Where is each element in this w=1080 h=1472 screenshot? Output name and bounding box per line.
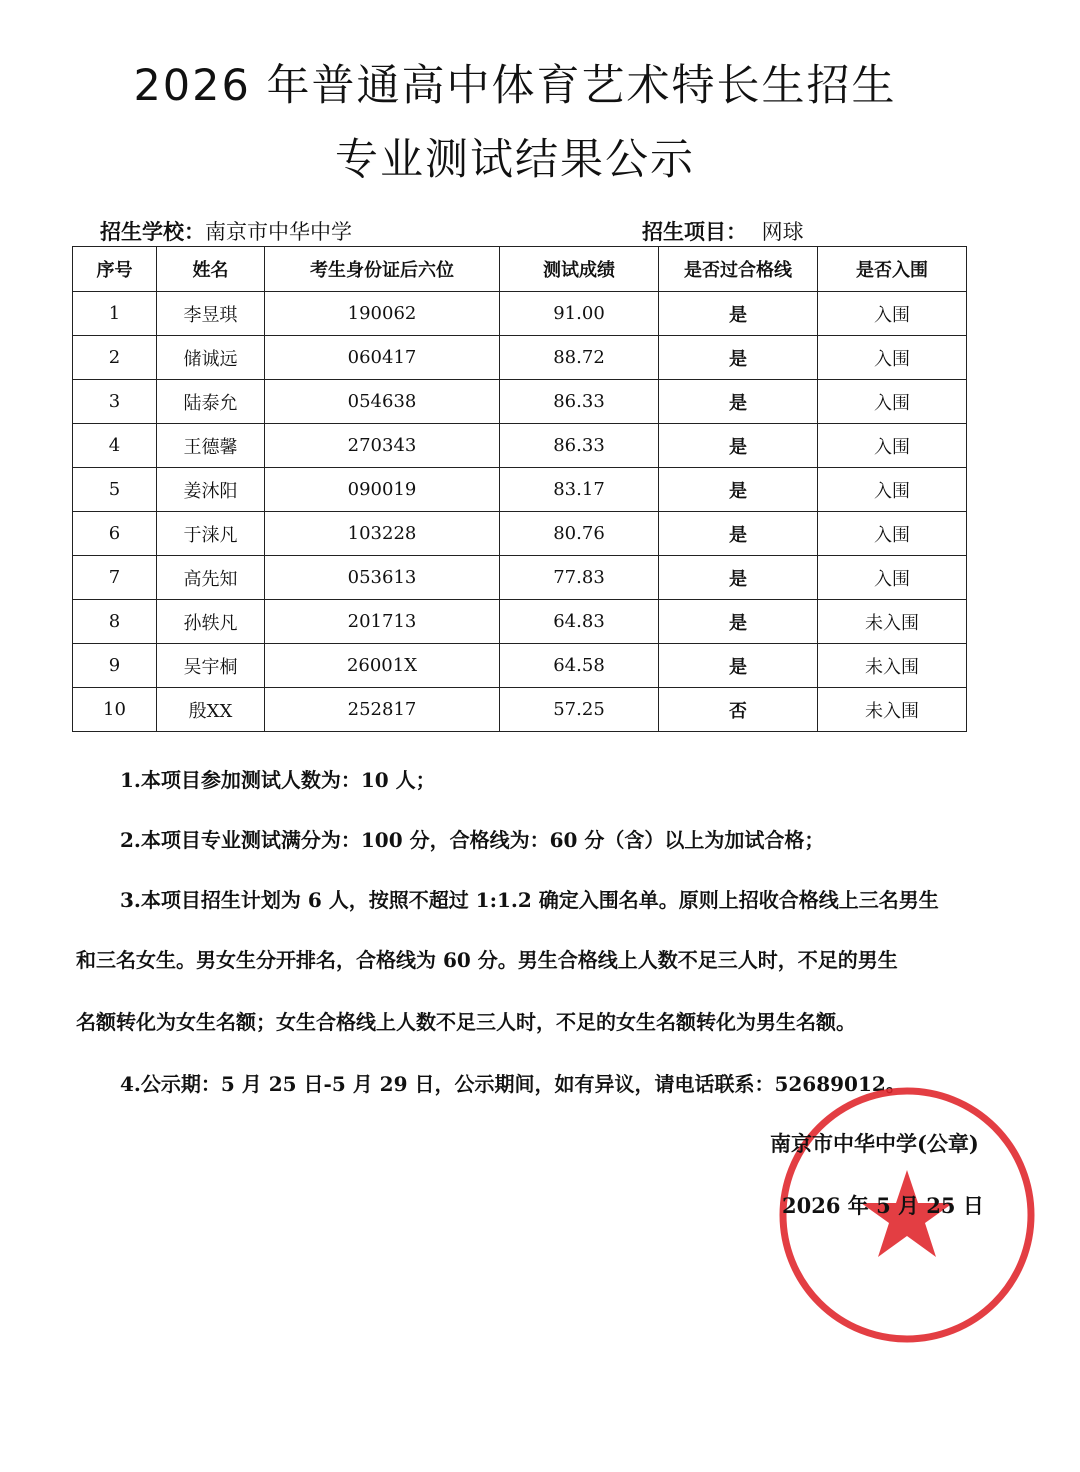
cell-shortlisted: 入围 <box>818 336 967 380</box>
cell-index: 9 <box>73 644 157 688</box>
cell-id: 090019 <box>265 468 500 512</box>
cell-shortlisted: 入围 <box>818 424 967 468</box>
cell-passed: 是 <box>659 512 818 556</box>
school-value: 南京市中华中学 <box>205 220 352 244</box>
header-shortlisted: 是否入围 <box>818 247 967 292</box>
cell-id: 053613 <box>265 556 500 600</box>
cell-passed: 是 <box>659 468 818 512</box>
note-quota-line3: 名额转化为女生名额；女生合格线上人数不足三人时，不足的女生名额转化为男生名额。 <box>76 1010 856 1034</box>
cell-name: 殷XX <box>157 688 265 732</box>
cell-id: 190062 <box>265 292 500 336</box>
cell-index: 7 <box>73 556 157 600</box>
cell-shortlisted: 入围 <box>818 468 967 512</box>
table-row <box>73 688 967 732</box>
cell-passed: 否 <box>659 688 818 732</box>
cell-score: 83.17 <box>500 468 659 512</box>
header-name: 姓名 <box>157 247 265 292</box>
header-id-last6: 考生身份证后六位 <box>265 247 500 292</box>
project-info <box>642 216 804 246</box>
cell-name: 储诚远 <box>157 336 265 380</box>
table-row <box>73 424 967 468</box>
cell-name: 李昱琪 <box>157 292 265 336</box>
note-publicity-period: 4.公示期：5 月 25 日-5 月 29 日，公示期间，如有异议，请电话联系：52689012。 <box>120 1072 906 1096</box>
cell-score: 86.33 <box>500 424 659 468</box>
cell-name: 于涞凡 <box>157 512 265 556</box>
cell-index: 3 <box>73 380 157 424</box>
cell-index: 8 <box>73 600 157 644</box>
cell-passed: 是 <box>659 556 818 600</box>
cell-shortlisted: 未入围 <box>818 644 967 688</box>
cell-index: 5 <box>73 468 157 512</box>
table-header-row <box>73 247 967 292</box>
project-value: 网球 <box>761 220 804 244</box>
cell-id: 26001X <box>265 644 500 688</box>
cell-shortlisted: 入围 <box>818 512 967 556</box>
cell-shortlisted: 入围 <box>818 292 967 336</box>
cell-score: 80.76 <box>500 512 659 556</box>
cell-passed: 是 <box>659 644 818 688</box>
cell-index: 10 <box>73 688 157 732</box>
table-row <box>73 292 967 336</box>
cell-score: 57.25 <box>500 688 659 732</box>
cell-id: 252817 <box>265 688 500 732</box>
table-row <box>73 468 967 512</box>
header-index: 序号 <box>73 247 157 292</box>
cell-score: 77.83 <box>500 556 659 600</box>
cell-name: 孙轶凡 <box>157 600 265 644</box>
cell-index: 2 <box>73 336 157 380</box>
cell-name: 姜沐阳 <box>157 468 265 512</box>
cell-name: 陆泰允 <box>157 380 265 424</box>
cell-shortlisted: 入围 <box>818 556 967 600</box>
document-title-line2: 专业测试结果公示 <box>335 135 695 185</box>
cell-index: 4 <box>73 424 157 468</box>
cell-index: 1 <box>73 292 157 336</box>
table-row <box>73 380 967 424</box>
cell-passed: 是 <box>659 380 818 424</box>
school-label: 招生学校： <box>100 219 205 244</box>
table-row <box>73 600 967 644</box>
note-participants: 1.本项目参加测试人数为：10 人； <box>120 768 436 792</box>
cell-id: 054638 <box>265 380 500 424</box>
table-row <box>73 336 967 380</box>
table-row <box>73 644 967 688</box>
cell-index: 6 <box>73 512 157 556</box>
cell-score: 88.72 <box>500 336 659 380</box>
cell-passed: 是 <box>659 600 818 644</box>
results-table <box>72 246 967 732</box>
signature-date: 2026 年 5 月 25 日 <box>782 1193 984 1218</box>
cell-shortlisted: 入围 <box>818 380 967 424</box>
header-score: 测试成绩 <box>500 247 659 292</box>
cell-passed: 是 <box>659 292 818 336</box>
cell-name: 高先知 <box>157 556 265 600</box>
cell-name: 吴宇桐 <box>157 644 265 688</box>
cell-score: 86.33 <box>500 380 659 424</box>
project-label: 招生项目： <box>642 219 747 244</box>
cell-score: 64.83 <box>500 600 659 644</box>
cell-shortlisted: 未入围 <box>818 600 967 644</box>
note-scoring: 2.本项目专业测试满分为：100 分，合格线为：60 分（含）以上为加试合格； <box>120 828 825 852</box>
note-quota-line2: 和三名女生。男女生分开排名，合格线为 60 分。男生合格线上人数不足三人时，不足的男生 <box>76 948 898 972</box>
cell-score: 64.58 <box>500 644 659 688</box>
cell-id: 060417 <box>265 336 500 380</box>
cell-id: 201713 <box>265 600 500 644</box>
cell-shortlisted: 未入围 <box>818 688 967 732</box>
cell-score: 91.00 <box>500 292 659 336</box>
cell-id: 103228 <box>265 512 500 556</box>
document-title-line1: 2026 年普通高中体育艺术特长生招生 <box>133 61 897 111</box>
cell-passed: 是 <box>659 424 818 468</box>
cell-passed: 是 <box>659 336 818 380</box>
school-info <box>100 216 352 246</box>
header-passed: 是否过合格线 <box>659 247 818 292</box>
table-row <box>73 512 967 556</box>
cell-id: 270343 <box>265 424 500 468</box>
note-quota-line1: 3.本项目招生计划为 6 人，按照不超过 1:1.2 确定入围名单。原则上招收合格线上三名男生 <box>120 888 939 912</box>
table-row <box>73 556 967 600</box>
cell-name: 王德馨 <box>157 424 265 468</box>
signer-organization: 南京市中华中学(公章) <box>770 1131 979 1156</box>
